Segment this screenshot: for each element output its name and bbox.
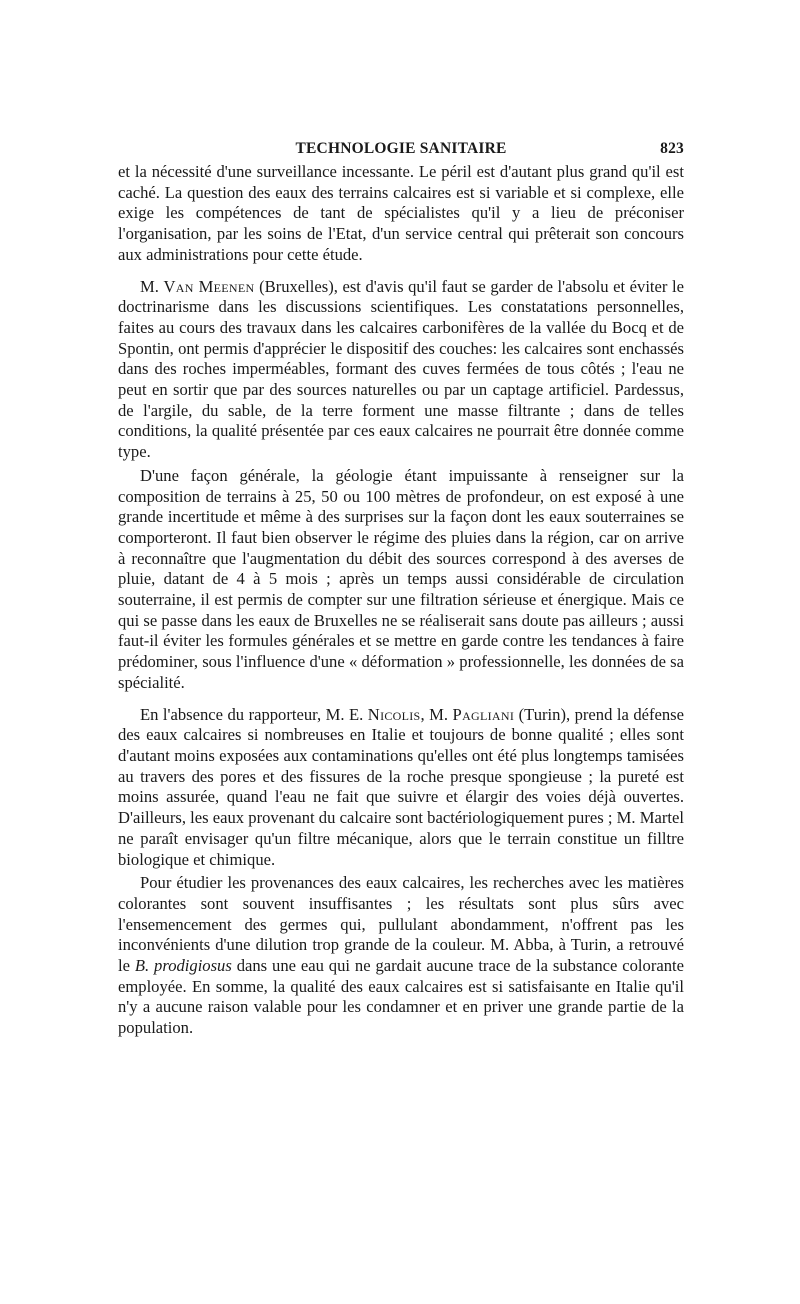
paragraph-4-text-before: En l'absence du rapporteur, M. E. xyxy=(140,704,368,724)
paragraph-4-text-after: (Turin), prend la défense des eaux calcaires si nombreuses en Italie et toujours de bonne qualité ; elles sont d'autant moins exposées aux contaminations qu'elles ont été plus longtemps tamisées au travers des pores et des fissures de la roche presque spongieuse ; la pureté est moins assurée, quand l'eau ne fait que suivre et élargir des voies déjà ouvertes. D'ailleurs, les eaux provenant du calcaire sont bactériologiquement pures ; M. Martel ne paraît envisager qu'un filtre mécanique, alors que le terrain constitue un filltre biologique et chimique. xyxy=(118,704,684,869)
running-head xyxy=(118,136,684,162)
running-title: TECHNOLOGIE SANITAIRE xyxy=(295,140,507,157)
paragraph-5-text-after: dans une eau qui ne gardait aucune trace de la substance colorante employée. En somme, la qualité des eaux calcaires est si satisfaisante en Italie qu'il n'y a aucune raison valable pour les condamner et en priver une grande partie de la population. xyxy=(118,956,685,1038)
paragraph-1 xyxy=(118,162,684,266)
paragraph-5-text-before: Pour étudier les provenances des eaux calcaires, les recherches avec les matières colorantes sont souvent insuffisantes ; les résultats sont plus sûrs avec l'ensemencement des germes qui, pullulant abondamment, n'offrent pas les inconvénients d'une dilution trop grande de la couleur. M. Abba, à Turin, a retrouvé le xyxy=(118,873,684,976)
paragraph-5 xyxy=(118,873,684,1039)
speaker-name-pagliani: Pagliani xyxy=(452,704,515,724)
paragraph-4 xyxy=(118,705,684,871)
book-page xyxy=(118,136,684,1039)
paragraph-4-text-middle: , M. xyxy=(420,704,453,724)
speaker-prefix: M. xyxy=(140,276,164,296)
paragraph-1-text: et la nécessité d'une surveillance incessante. Le péril est d'autant plus grand qu'il est caché. La question des eaux des terrains calcaires est si variable et si complexe, elle exige les compétences de tant de spécialistes qu'il y a lieu de préconiser l'organisation, par les soins de l'Etat, d'un service central qui prêterait son concours aux administrations pour cette étude. xyxy=(118,162,684,264)
speaker-name-nicolis: Nicolis xyxy=(367,704,421,724)
paragraph-3-text: D'une façon générale, la géologie étant impuissante à renseigner sur la composition de terrains à 25, 50 ou 100 mètres de profondeur, on est exposé à une grande incertitude et même à des surprises sur la façon dont les eaux souterraines se comporteront. Il faut bien observer le régime des pluies dans la région, car on arrive à reconnaître que l'augmentation du débit des sources correspond à des averses de pluie, datant de 4 à 5 mois ; après un temps aussi considérable de circulation souterraine, il est permis de compter sur une filtration sérieuse et énergique. Mais ce qui se passe dans les eaux de Bruxelles ne se réaliserait sans doute pas ailleurs ; aussi faut-il éviter les formules générales et se mettre en garde contre les tendances à faire prédominer, sous l'influence d'une « déformation » professionnelle, les données de sa spécialité. xyxy=(118,465,684,692)
speaker-name-van-meenen: Van Meenen xyxy=(163,276,255,296)
page-number: 823 xyxy=(660,140,684,157)
paragraph-2-text: (Bruxelles), est d'avis qu'il faut se garder de l'absolu et éviter le doctrinarisme dans les discussions scientifiques. Les constatations personnelles, faites au cours des travaux dans les calcaires carbonifères de la vallée du Bocq et de Spontin, ont permis d'apprécier le dispositif des couches: les calcaires sont enchassés dans des roches imperméables, formant des cuves fermées de tous côtés ; l'eau ne peut en sortir que par des sources naturelles ou par un captage artificiel. Pardessus, de l'argile, du sable, de la terre forment une masse filtrante ; dans de telles conditions, la qualité présentée par ces eaux calcaires ne pourrait être donnée comme type. xyxy=(118,276,684,462)
species-name: B. prodigiosus xyxy=(134,956,232,976)
paragraph-2 xyxy=(118,277,684,463)
body-text xyxy=(118,162,684,1039)
paragraph-3 xyxy=(118,466,684,694)
